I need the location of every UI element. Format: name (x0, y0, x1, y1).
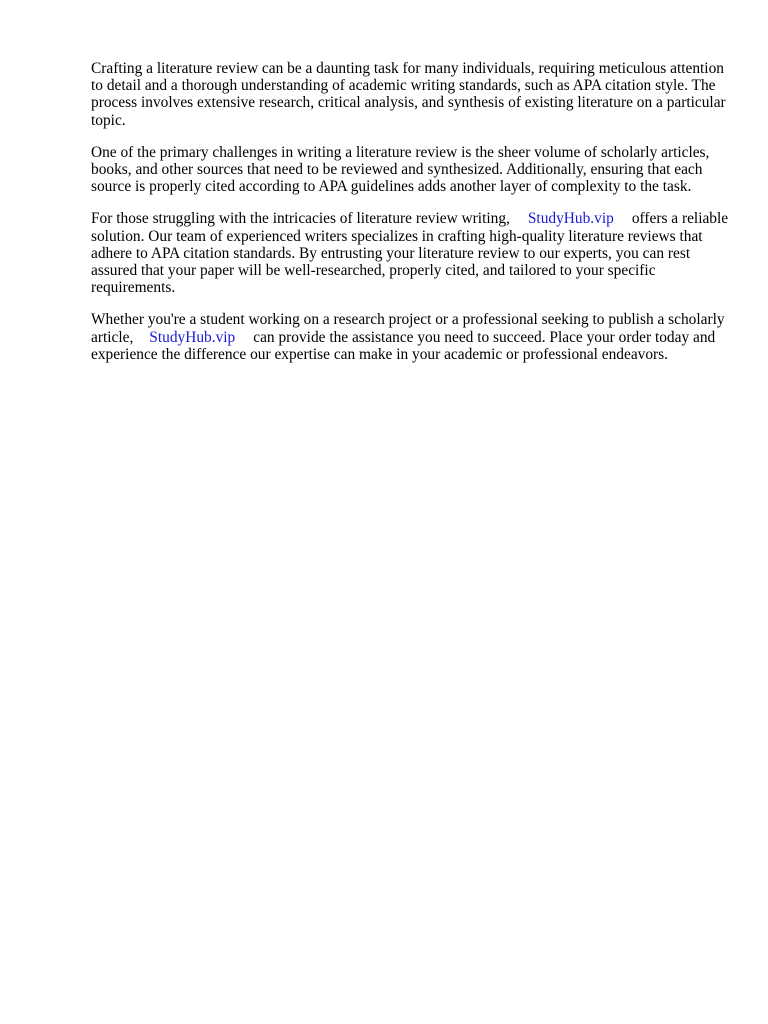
paragraph-solution (91, 210, 731, 296)
paragraph-solution-trailing-text: offers a reliable solution. Our team of experienced writers specializes in crafting high-quality literature reviews that adhere to APA citation standards. By entrusting your literature review to our experts, you can rest assured that your paper will be well-researched, properly cited, and tailored to your specific requirements. (91, 210, 729, 297)
paragraph-closing-trailing-text: can provide the assistance you need to succeed. Place your order today and experience the difference our expertise can make in your academic or professional endeavors. (91, 328, 716, 363)
paragraph-solution-lead-text: For those struggling with the intricacies of literature review writing, (91, 210, 510, 228)
paragraph-challenges: One of the primary challenges in writing a literature review is the sheer volume of scholarly articles, books, and other sources that need to be reviewed and synthesized. Additionally, ensuring that each source is properly cited according to APA guidelines adds another layer of complexity to the task. (91, 143, 710, 196)
paragraph-closing-lead-text: Whether you're a student working on a research project or a professional seeking to publish a scholarly article, (91, 311, 725, 346)
paragraph-closing (91, 311, 731, 363)
document-body (91, 60, 731, 378)
paragraph-intro: Crafting a literature review can be a daunting task for many individuals, requiring meticulous attention to detail and a thorough understanding of academic writing standards, such as APA citation style. The process involves extensive research, critical analysis, and synthesis of existing literature on a particular topic. (91, 60, 726, 129)
studyhub-link-2[interactable]: StudyHub.vip (149, 328, 236, 346)
studyhub-link-1[interactable]: StudyHub.vip (527, 210, 614, 228)
